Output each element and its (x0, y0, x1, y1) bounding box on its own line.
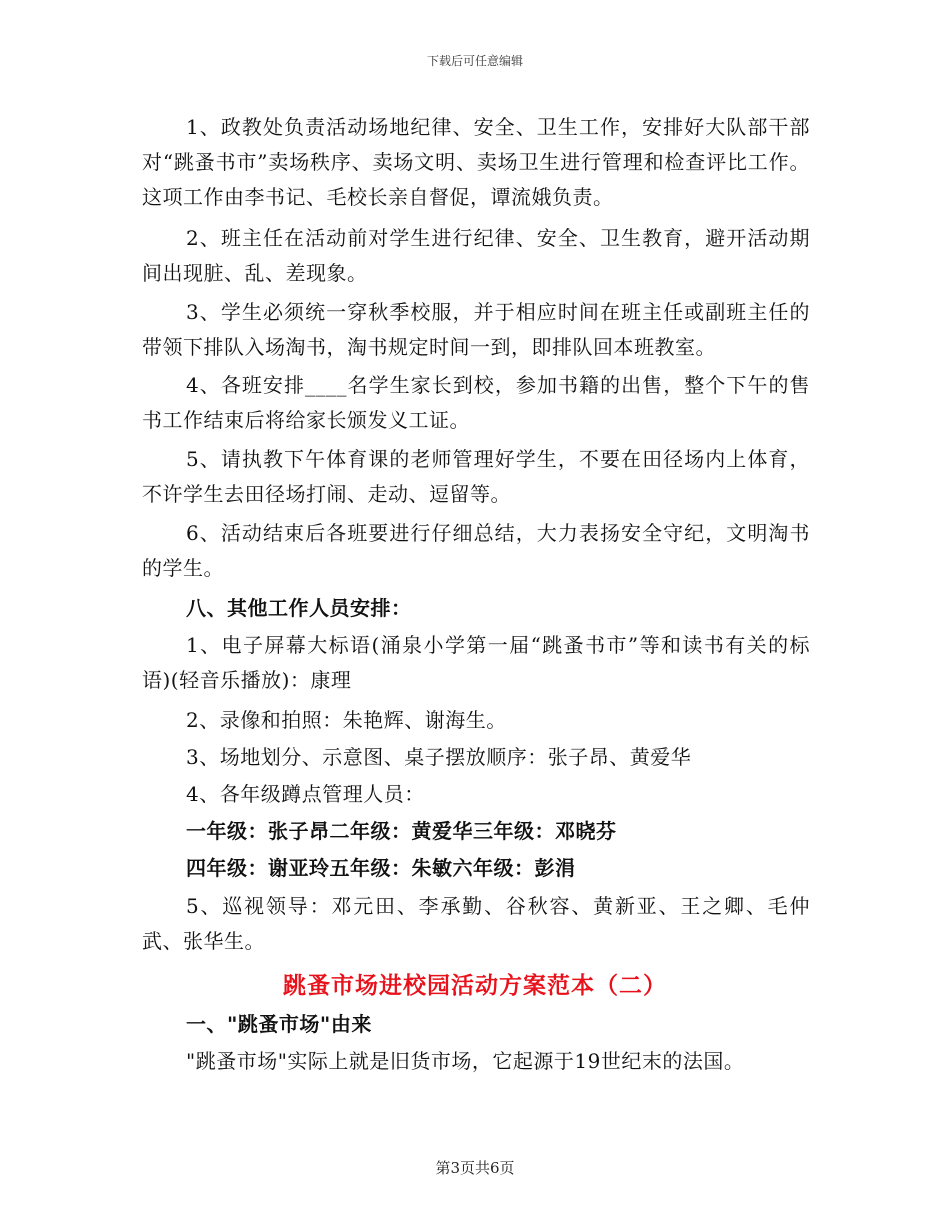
page-footer: 第3页共6页 (435, 1159, 515, 1177)
section-8-title: 八、其他工作人员安排： (186, 596, 412, 620)
page-header: 下载后可任意编辑 (426, 54, 523, 68)
doc2-section-1-title: 一、"跳蚤市场"由来 (186, 1012, 372, 1036)
paragraph-2: 2、班主任在活动前对学生进行纪律、安全、卫生教育，避开活动期间出现脏、乱、差现象。 (142, 226, 810, 285)
section-8-item-1: 1、电子屏幕大标语(涌泉小学第一届“跳蚤书市”等和读书有关的标语)(轻音乐播放)：康理 (142, 633, 810, 692)
grades-row-1: 一年级：张子昂二年级：黄爱华三年级：邓晓芬 (186, 819, 617, 843)
paragraph-5: 5、请执教下午体育课的老师管理好学生，不要在田径场内上体育，不许学生去田径场打闹、走动、逗留等。 (142, 447, 810, 506)
section-8-item-2: 2、录像和拍照：朱艳辉、谢海生。 (186, 708, 507, 732)
paragraph-6: 6、活动结束后各班要进行仔细总结，大力表扬安全守纪，文明淘书的学生。 (142, 521, 810, 580)
document-2-title: 跳蚤市场进校园活动方案范本（二） (283, 972, 667, 999)
section-8-item-3: 3、场地划分、示意图、桌子摆放顺序：张子昂、黄爱华 (186, 745, 692, 769)
paragraph-4: 4、各班安排____名学生家长到校，参加书籍的出售，整个下午的售书工作结束后将给家长颁发义工证。 (142, 373, 810, 432)
paragraph-1: 1、政教处负责活动场地纪律、安全、卫生工作，安排好大队部干部对“跳蚤书市”卖场秩序、卖场文明、卖场卫生进行管理和检查评比工作。这项工作由李书记、毛校长亲自督促，谭流娥负责。 (142, 115, 810, 209)
grades-row-2: 四年级：谢亚玲五年级：朱敏六年级：彭涓 (186, 856, 576, 880)
paragraph-3: 3、学生必须统一穿秋季校服，并于相应时间在班主任或副班主任的带领下排队入场淘书，淘书规定时间一到，即排队回本班教室。 (142, 300, 810, 359)
section-8-item-5: 5、巡视领导：邓元田、李承勤、谷秋容、黄新亚、王之卿、毛仲武、张华生。 (142, 894, 810, 953)
doc2-section-1-text: "跳蚤市场"实际上就是旧货市场，它起源于19世纪末的法国。 (186, 1049, 745, 1073)
section-8-item-4: 4、各年级蹲点管理人员： (186, 782, 425, 806)
